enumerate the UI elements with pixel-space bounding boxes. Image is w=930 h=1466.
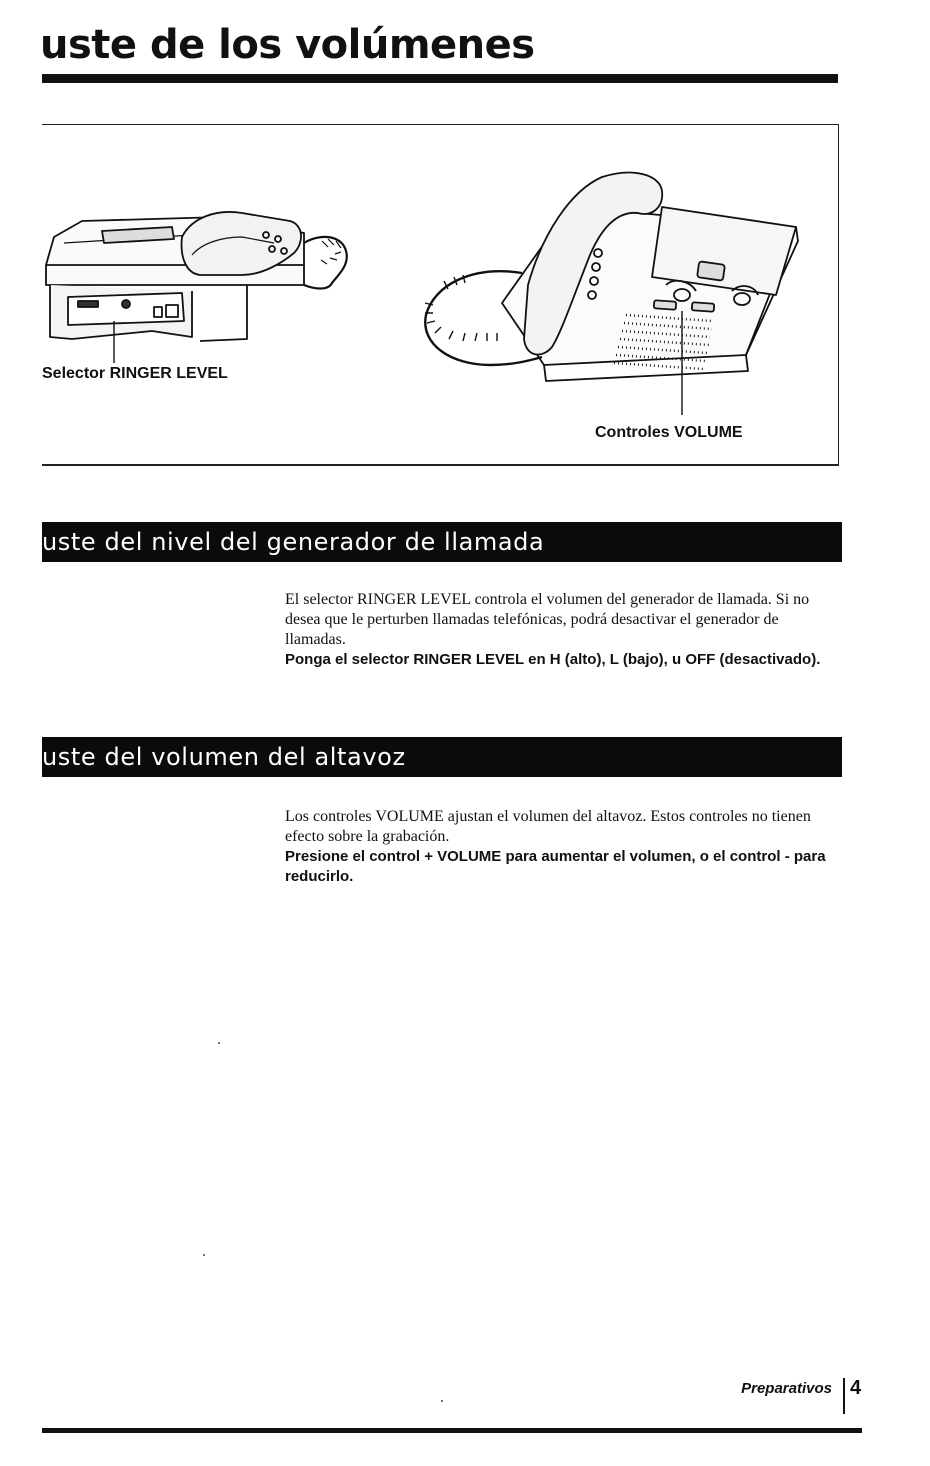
figure-box [42, 124, 839, 466]
speaker-description: Los controles VOLUME ajustan el volumen del altavoz. Estos controles no tienen efecto sobre la grabación. [285, 808, 811, 845]
phone-illustration [42, 125, 838, 464]
footer-section-label: Preparativos [741, 1380, 832, 1397]
phone-rear-illustration [46, 212, 347, 363]
footer-divider [843, 1378, 845, 1414]
ringer-level-label: Selector RINGER LEVEL [42, 365, 228, 382]
bottom-rule [42, 1428, 862, 1433]
ringer-instruction: Ponga el selector RINGER LEVEL en H (alto), L (bajo), u OFF (desactivado). [285, 651, 821, 668]
scan-speck [218, 1042, 220, 1044]
section-body-ringer [285, 590, 830, 670]
ringer-description: El selector RINGER LEVEL controla el volumen del generador de llamada. Si no desea que le perturben llamadas telefónicas, podrá desactivar el generador de llamadas. [285, 591, 810, 648]
page-number: 4 [850, 1377, 862, 1399]
speaker-instruction: Presione el control + VOLUME para aumentar el volumen, o el control - para reducirlo. [285, 848, 826, 885]
scan-speck [441, 1400, 443, 1402]
scan-speck [203, 1254, 205, 1256]
section-header-ringer [42, 522, 842, 562]
section-heading-speaker: uste del volumen del altavoz [42, 743, 406, 771]
volume-controls-label: Controles VOLUME [595, 424, 743, 441]
section-heading-ringer: uste del nivel del generador de llamada [42, 528, 545, 556]
section-header-speaker [42, 737, 842, 777]
section-body-speaker [285, 807, 830, 887]
phone-front-illustration [425, 173, 798, 415]
title-rule [42, 74, 838, 83]
page-title: uste de los volúmenes [40, 22, 535, 68]
